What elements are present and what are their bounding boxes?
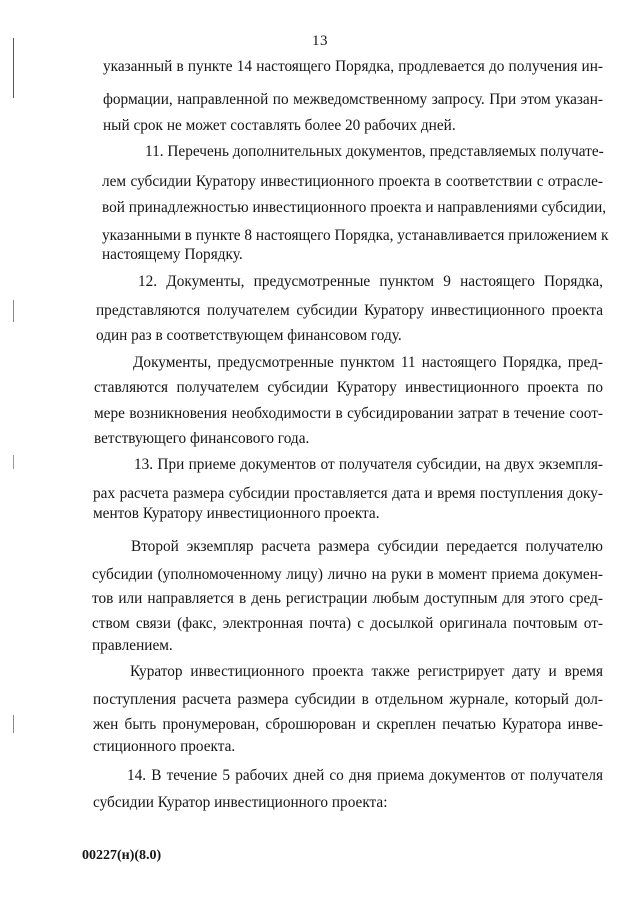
page-number: 13 [312, 33, 328, 49]
text-line: субсидии Куратор инвестиционного проекта: [93, 794, 388, 811]
text-line: представляются получателем субсидии Куратору инвестиционного проекта [96, 302, 603, 319]
text-line: субсидии (уполномоченному лицу) лично на руки в момент приема докумен- [92, 566, 603, 583]
text-line: вой принадлежностью инвестиционного проекта и направлениями субсидии, [102, 199, 607, 216]
text-line: лем субсидии Куратору инвестиционного проекта в соответствии с отрасле- [102, 173, 603, 190]
text-line: Второй экземпляр расчета размера субсидии передается получателю [131, 538, 603, 555]
text-line: тов или направляется в день регистрации любым доступным для этого сред- [92, 590, 603, 607]
text-line: один раз в соответствующем финансовом году. [96, 327, 402, 344]
scan-edge-mark [13, 715, 14, 733]
text-line: формации, направленной по межведомственному запросу. При этом указан- [103, 91, 603, 108]
text-line: указанными в пункте 8 настоящего Порядка, устанавливается приложением к [102, 227, 609, 244]
text-line: правлением. [92, 637, 173, 654]
text-line: ством связи (факс, электронная почта) с досылкой оригинала почтовым от- [92, 615, 603, 632]
text-line: поступления расчета размера субсидии в отдельном журнале, который дол- [93, 691, 603, 708]
text-line: 13. При приеме документов от получателя субсидии, на двух экземпля- [134, 456, 603, 473]
scan-edge-mark [13, 300, 14, 322]
text-line: стиционного проекта. [93, 738, 236, 755]
text-line: ветствующего финансового года. [94, 430, 310, 447]
text-line: Документы, предусмотренные пунктом 11 настоящего Порядка, пред- [133, 354, 603, 371]
text-line: жен быть пронумерован, сброшюрован и скреплен печатью Куратора инве- [93, 716, 603, 733]
text-line: Куратор инвестиционного проекта также регистрирует дату и время [130, 663, 603, 680]
text-line: ментов Куратору инвестиционного проекта. [93, 505, 380, 522]
document-code: 00227(н)(8.0) [82, 848, 162, 863]
scan-edge-mark [13, 455, 14, 469]
text-line: ставляются получателем субсидии Куратору инвестиционного проекта по [94, 379, 603, 396]
text-line: рах расчета размера субсидии проставляется дата и время поступления доку- [93, 485, 603, 502]
text-line: 11. Перечень дополнительных документов, представляемых получате- [145, 143, 604, 160]
text-line: ный срок не может составлять более 20 рабочих дней. [103, 117, 456, 134]
text-line: указанный в пункте 14 настоящего Порядка, продлевается до получения ин- [103, 58, 603, 75]
text-line: 12. Документы, предусмотренные пунктом 9 настоящего Порядка, [138, 273, 603, 290]
text-line: настоящему Порядку. [102, 246, 243, 263]
text-line: мере возникновения необходимости в субсидировании затрат в течение соот- [94, 405, 603, 422]
text-line: 14. В течение 5 рабочих дней со дня приема документов от получателя [127, 767, 603, 784]
